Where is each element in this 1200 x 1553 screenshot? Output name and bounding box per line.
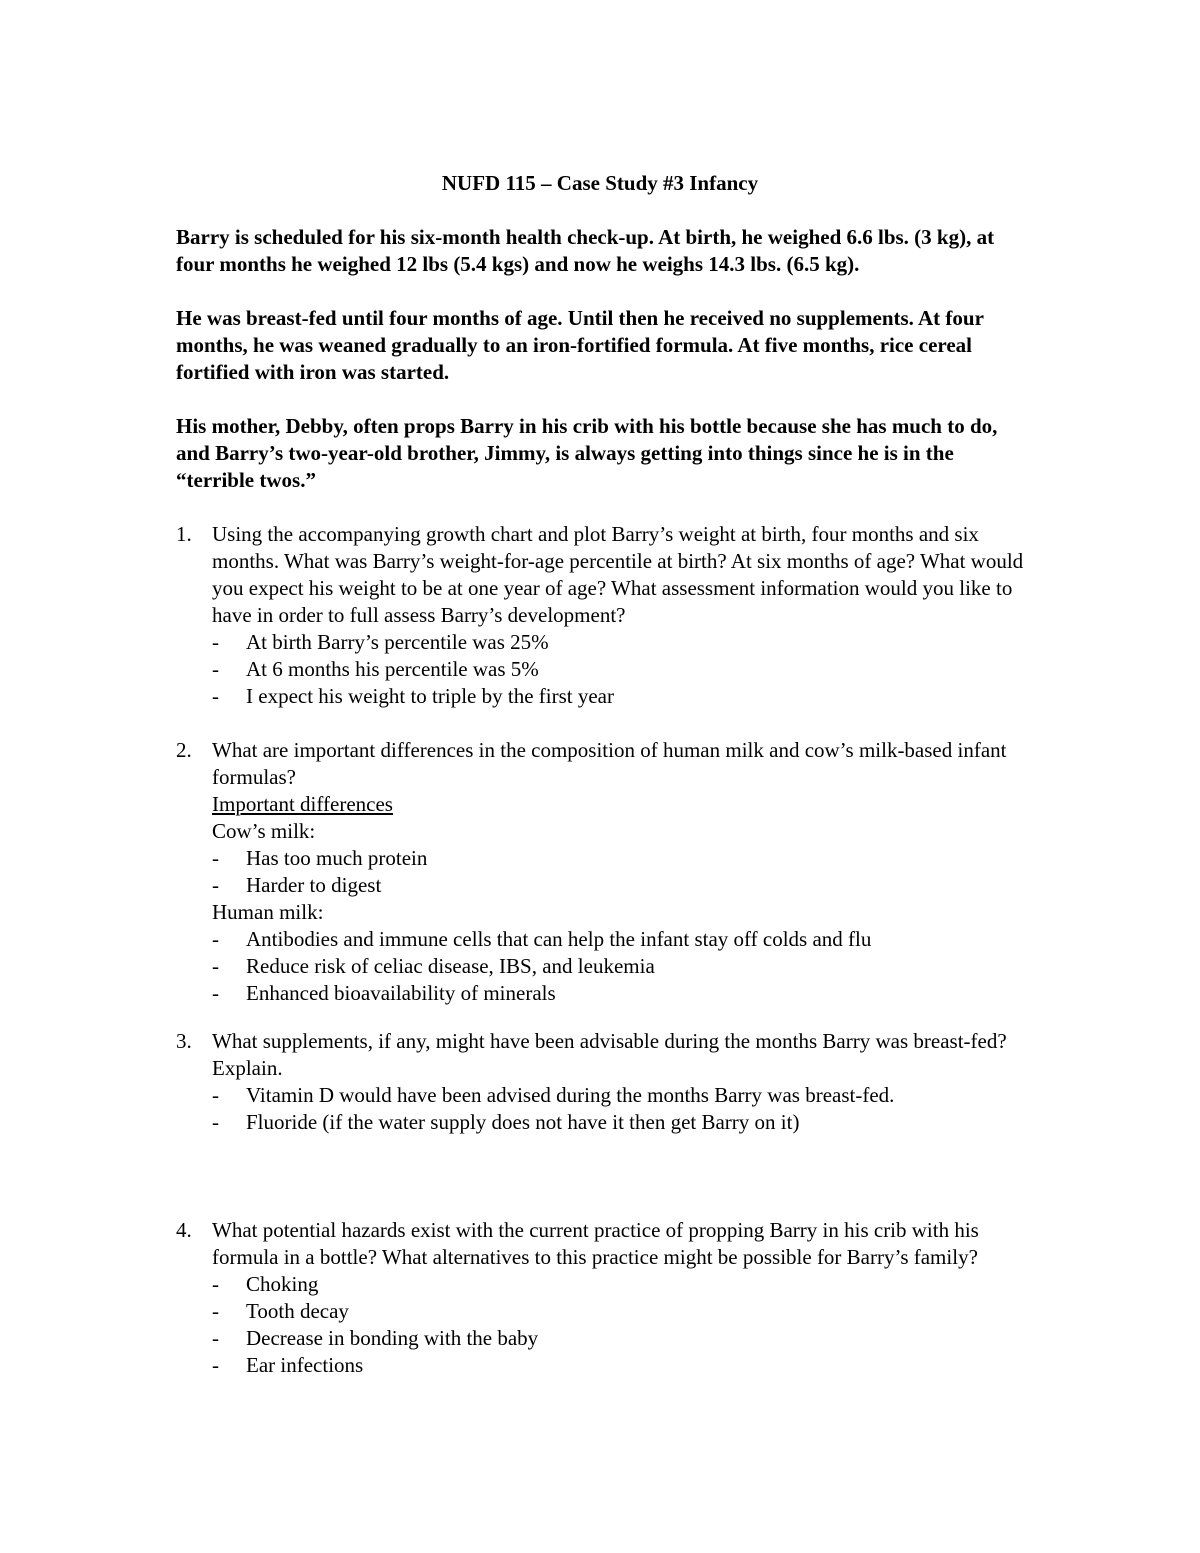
question-1 — [176, 521, 1036, 710]
dash-marker: - — [212, 1110, 219, 1134]
answer-item — [212, 1352, 1036, 1379]
dash-marker: - — [212, 1326, 219, 1350]
cows-milk-label: Cow’s milk: — [212, 819, 316, 843]
dash-marker: - — [212, 1299, 219, 1323]
answer-item — [212, 629, 1036, 656]
answer-text: Choking — [246, 1272, 319, 1296]
answer-item — [212, 1271, 1036, 1298]
answer-text: Vitamin D would have been advised during the months Barry was breast-fed. — [246, 1083, 895, 1107]
answer-text: Harder to digest — [246, 873, 382, 897]
answer-text: Enhanced bioavailability of minerals — [246, 981, 556, 1005]
dash-marker: - — [212, 927, 219, 951]
answer-item — [212, 953, 1036, 980]
human-milk-label: Human milk: — [212, 900, 324, 924]
answer-item — [212, 656, 1036, 683]
answer-item — [212, 980, 1036, 1007]
question-2 — [176, 737, 1036, 1007]
answer-item — [212, 683, 1036, 710]
dash-marker: - — [212, 873, 219, 897]
answer-text: Reduce risk of celiac disease, IBS, and leukemia — [246, 954, 655, 978]
question-body — [212, 521, 1036, 710]
important-differences-heading: Important differences — [212, 792, 393, 816]
answer-text: I expect his weight to triple by the first year — [246, 684, 614, 708]
question-number: 4. — [176, 1218, 192, 1242]
answer-item — [212, 872, 1036, 899]
answer-item — [212, 1325, 1036, 1352]
answer-text: At birth Barry’s percentile was 25% — [246, 630, 549, 654]
question-body — [212, 1028, 1036, 1136]
answer-item — [212, 845, 1036, 872]
answer-text: Decrease in bonding with the baby — [246, 1326, 539, 1350]
answer-text: Tooth decay — [246, 1299, 349, 1323]
dash-marker: - — [212, 954, 219, 978]
answer-item — [212, 1298, 1036, 1325]
question-text: What are important differences in the composition of human milk and cow’s milk-based infant formulas? — [212, 738, 1007, 789]
dash-marker: - — [212, 1353, 219, 1377]
answer-text: Antibodies and immune cells that can help the infant stay off colds and flu — [246, 927, 872, 951]
question-4 — [176, 1217, 1036, 1379]
question-text: What potential hazards exist with the current practice of propping Barry in his crib with his formula in a bottle? What alternatives to this practice might be possible for Barry’s family? — [212, 1218, 979, 1269]
question-body — [212, 737, 1036, 1007]
dash-marker: - — [212, 1272, 219, 1296]
question-3 — [176, 1028, 1036, 1136]
case-paragraph-feeding: He was breast-fed until four months of age. Until then he received no supplements. At four months, he was weaned gradually to an iron-fortified formula. At five months, rice cereal fortified with iron was started. — [176, 306, 984, 384]
answer-text: Ear infections — [246, 1353, 364, 1377]
dash-marker: - — [212, 684, 219, 708]
dash-marker: - — [212, 846, 219, 870]
answer-text: Has too much protein — [246, 846, 428, 870]
answer-text: Fluoride (if the water supply does not have it then get Barry on it) — [246, 1110, 800, 1134]
dash-marker: - — [212, 657, 219, 681]
question-text: What supplements, if any, might have been advisable during the months Barry was breast-fed? Explain. — [212, 1029, 1007, 1080]
answer-item — [212, 1082, 1036, 1109]
dash-marker: - — [212, 981, 219, 1005]
answer-item — [212, 1109, 1036, 1136]
question-number: 3. — [176, 1029, 192, 1053]
dash-marker: - — [212, 630, 219, 654]
answer-item — [212, 926, 1036, 953]
dash-marker: - — [212, 1083, 219, 1107]
case-paragraph-bottle-propping: His mother, Debby, often props Barry in his crib with his bottle because she has much to do, and Barry’s two-year-old brother, Jimmy, is always getting into things since he is in the “terrible twos.” — [176, 414, 998, 492]
case-paragraph-weights: Barry is scheduled for his six-month health check-up. At birth, he weighed 6.6 lbs. (3 kg), at four months he weighed 12 lbs (5.4 kgs) and now he weighs 14.3 lbs. (6.5 kg). — [176, 225, 995, 276]
question-number: 1. — [176, 522, 192, 546]
question-number: 2. — [176, 738, 192, 762]
document-title: NUFD 115 – Case Study #3 Infancy — [441, 171, 759, 195]
question-text: Using the accompanying growth chart and plot Barry’s weight at birth, four months and six months. What was Barry’s weight-for-age percentile at birth? At six months of age? What would you expect his weight to be at one year of age? What assessment information would you like to have in order to full assess Barry’s development? — [212, 522, 1024, 627]
question-body — [212, 1217, 1036, 1379]
answer-text: At 6 months his percentile was 5% — [246, 657, 539, 681]
